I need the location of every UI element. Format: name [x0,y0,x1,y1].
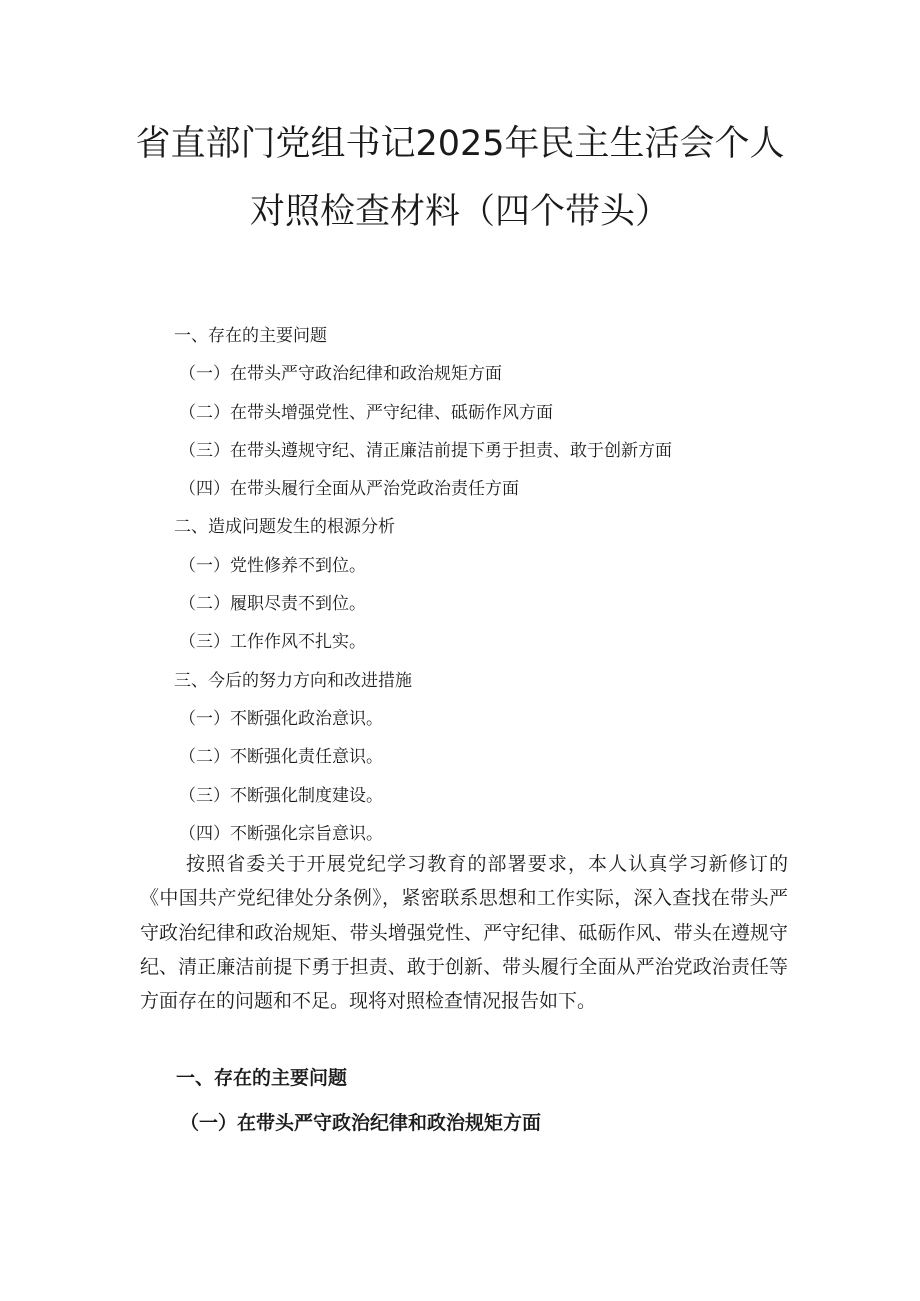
intro-paragraph: 按照省委关于开展党纪学习教育的部署要求，本人认真学习新修订的《中国共产党纪律处分条例》，紧密联系思想和工作实际，深入查找在带头严守政治纪律和政治规矩、带头增强党性、严守纪律、砥砺作风、带头在遵规守纪、清正廉洁前提下勇于担责、敢于创新、带头履行全面从严治党政治责任等方面存在的问题和不足。现将对照检查情况报告如下。 [140,853,788,1013]
table-of-contents [174,322,814,858]
toc-item: （二）履职尽责不到位。 [179,594,366,615]
toc-item: 二、造成问题发生的根源分析 [174,517,395,538]
document-title-line-1: 省直部门党组书记2025年民主生活会个人 [135,124,785,164]
document-title-line-2: 对照检查材料（四个带头） [249,192,670,232]
toc-item: （三）工作作风不扎实。 [179,632,366,653]
toc-item: （三）在带头遵规守纪、清正廉洁前提下勇于担责、敢于创新方面 [179,440,672,461]
toc-item: 一、存在的主要问题 [174,326,327,346]
toc-item: （二）不断强化责任意识。 [179,747,383,768]
subsection-heading: （一）在带头严守政治纪律和政治规矩方面 [180,1112,542,1134]
toc-item: （四）在带头履行全面从严治党政治责任方面 [179,479,519,500]
toc-item: （三）不断强化制度建设。 [179,785,383,806]
toc-item: （二）在带头增强党性、严守纪律、砥砺作风方面 [179,402,553,423]
toc-item: 三、今后的努力方向和改进措施 [174,670,412,691]
toc-item: （一）党性修养不到位。 [179,555,366,576]
section-heading: 一、存在的主要问题 [176,1067,348,1089]
toc-item: （四）不断强化宗旨意识。 [179,823,383,844]
toc-item: （一）在带头严守政治纪律和政治规矩方面 [179,364,502,385]
toc-item: （一）不断强化政治意识。 [179,708,383,729]
